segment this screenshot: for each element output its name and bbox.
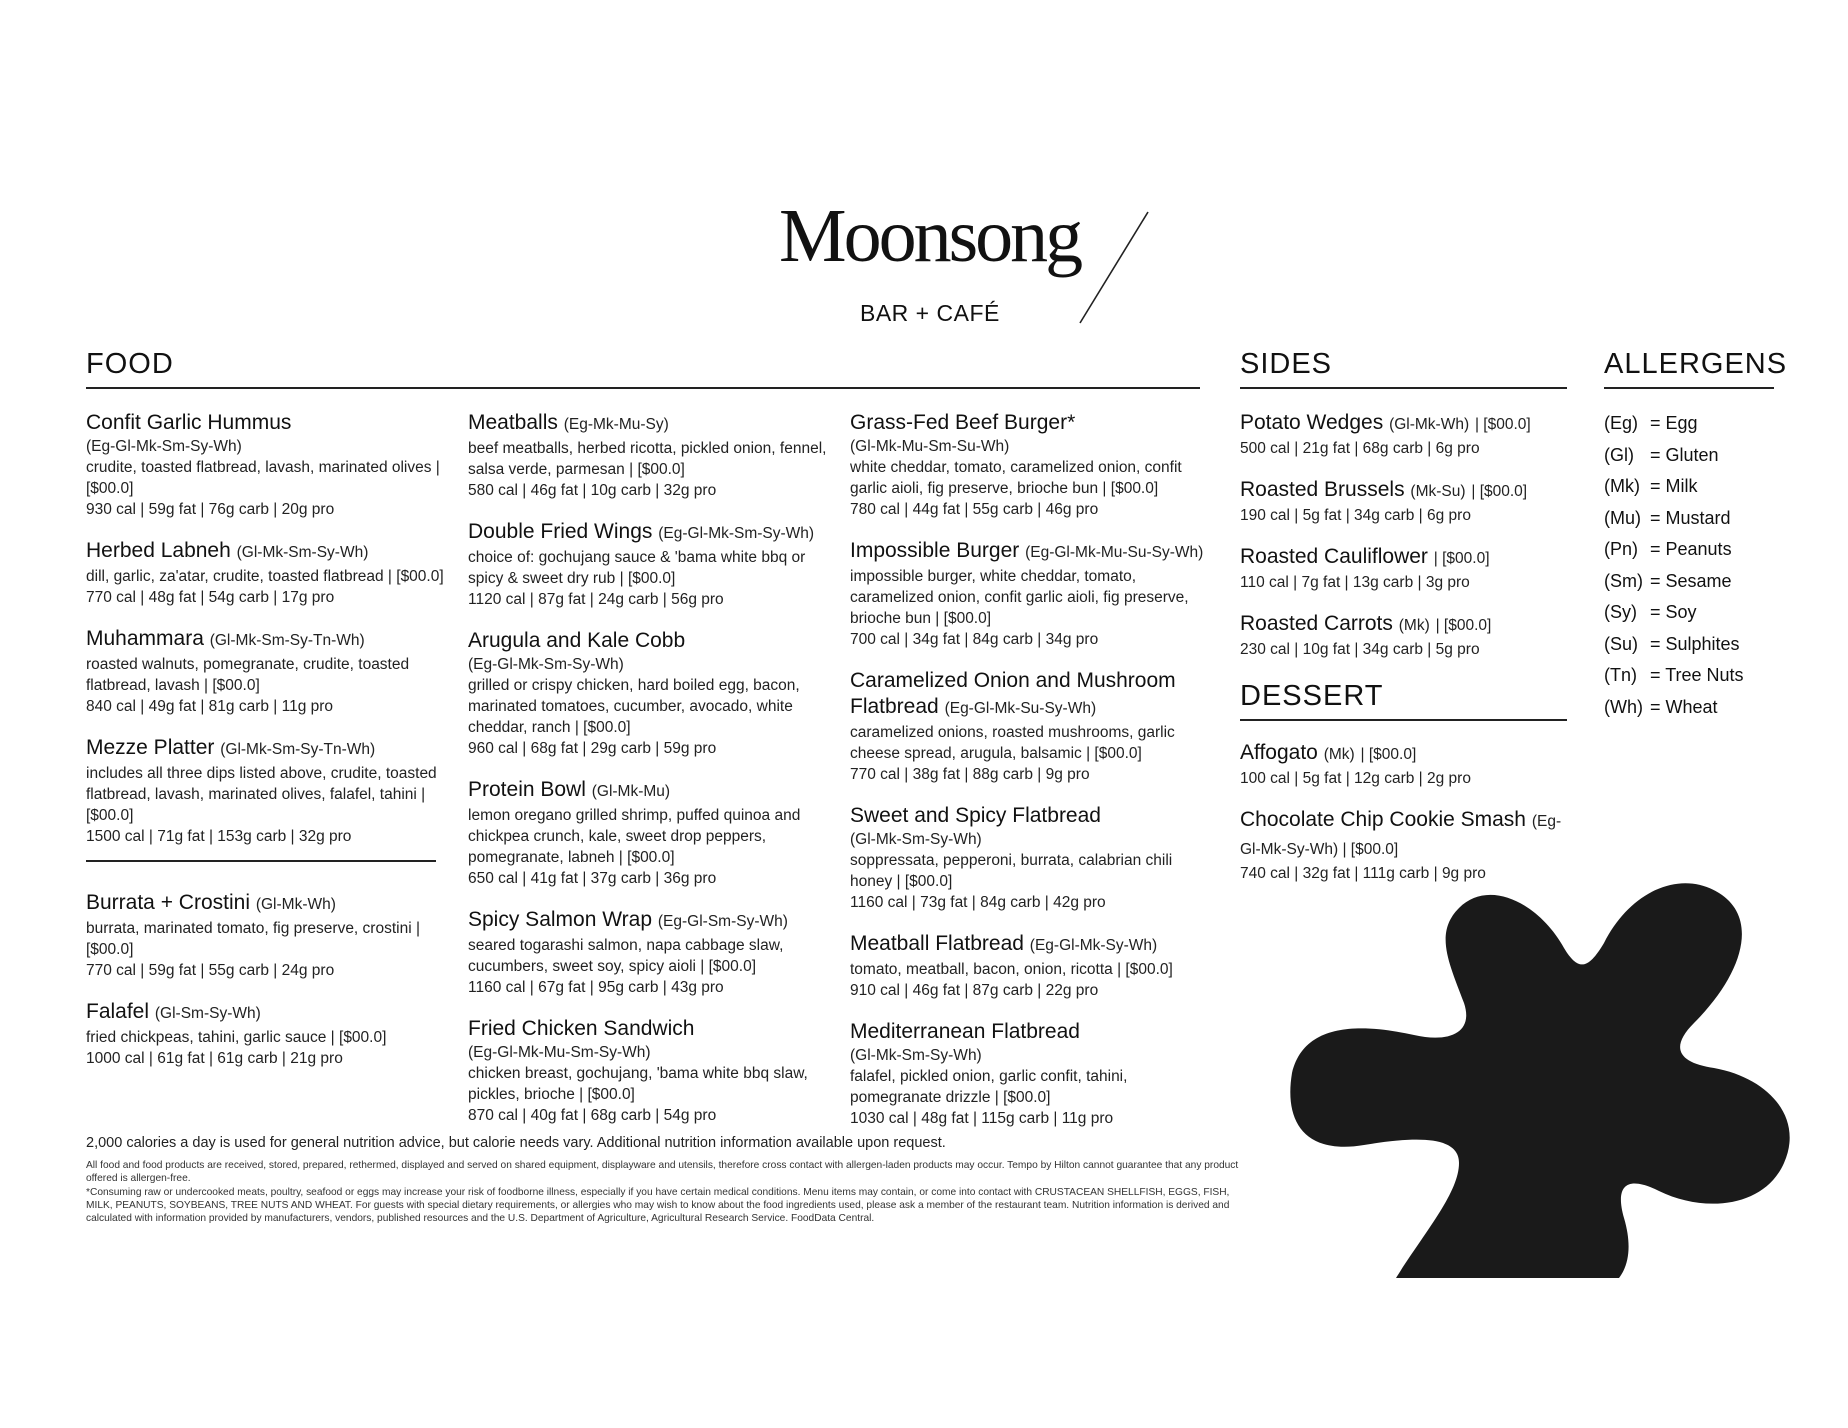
allergen-label: = Egg <box>1650 413 1698 433</box>
item-name <box>468 777 828 805</box>
item-title: Potato Wedges <box>1240 411 1384 434</box>
item-name <box>850 931 1210 959</box>
item-price: (Eg-Gl-Mk-Sy-Wh) | [$00.0] <box>1240 813 1562 858</box>
menu-item <box>850 931 1210 1001</box>
item-description: includes all three dips listed above, crudite, toasted flatbread, lavash, marinated olives, falafel, tahini | [$00.0] <box>86 765 437 824</box>
menu-item <box>1240 410 1580 459</box>
item-description: lemon oregano grilled shrimp, puffed quinoa and chickpea crunch, kale, sweet drop peppers, pomegranate, labneh | [$00.0] <box>468 807 801 866</box>
item-name <box>468 519 828 547</box>
allergen-label: = Tree Nuts <box>1650 665 1744 685</box>
food-column-2 <box>468 410 828 1144</box>
allergen-label: = Sesame <box>1650 570 1732 591</box>
food-safety-disclaimer: *Consuming raw or undercooked meats, poultry, seafood or eggs may increase your risk of foodborne illness, especially if you have certain medical conditions. Menu items may contain, or come into contact with CRUSTACEAN SHELLFISH, EGGS, FISH, MILK, PEANUTS, SOYBEANS, TREE NUTS AND WHEAT. For guests with special dietary requirements, or allergies who may wish to know about the food ingredients used, please ask a member of the restaurant team. Nutrition information is derived and calculated with information provided by manufacturers, vendors, published resources and the U.S. Department of Agriculture, Agricultural Research Service. FoodData Central. <box>86 1186 1230 1225</box>
item-title: Mezze Platter <box>86 736 215 759</box>
item-title: Affogato <box>1240 741 1318 764</box>
allergen-code: (Mu) <box>1604 507 1641 528</box>
item-nutrition: 1000 cal | 61g fat | 61g carb | 21g pro <box>86 1050 343 1067</box>
allergen-row <box>1604 629 1744 661</box>
menu-item <box>86 890 446 981</box>
allergens-rule <box>1604 387 1774 389</box>
menu-item <box>850 538 1210 650</box>
menu-item <box>1240 740 1580 789</box>
item-nutrition: 780 cal | 44g fat | 55g carb | 46g pro <box>850 501 1099 518</box>
allergen-row <box>1604 440 1744 472</box>
allergen-row <box>1604 566 1744 598</box>
item-title: Confit Garlic Hummus <box>86 411 292 434</box>
item-description: dill, garlic, za'atar, crudite, toasted flatbread | [$00.0] <box>86 568 444 585</box>
menu-item <box>86 410 446 520</box>
item-title: Sweet and Spicy Flatbread <box>850 804 1101 827</box>
item-nutrition: 190 cal | 5g fat | 34g carb | 6g pro <box>1240 507 1471 524</box>
item-nutrition: 1160 cal | 67g fat | 95g carb | 43g pro <box>468 979 724 996</box>
item-name <box>850 538 1210 566</box>
item-name <box>86 890 446 918</box>
allergen-label: = Wheat <box>1650 696 1718 717</box>
allergen-disclaimer: All food and food products are received, stored, prepared, rethermed, displayed and served on shared equipment, displayware and utensils, therefore cross contact with allergen-laden products may occur. Tempo by Hilton cannot guarantee that any product offered is allergen-free. <box>86 1160 1239 1185</box>
allergen-code: (Tn) <box>1604 665 1637 685</box>
item-title: Caramelized Onion and Mushroom Flatbread <box>850 669 1176 718</box>
allergen-code: (Sy) <box>1604 602 1637 622</box>
food-column-1 <box>86 410 446 865</box>
item-nutrition: 770 cal | 38g fat | 88g carb | 9g pro <box>850 766 1090 783</box>
item-name <box>86 538 446 566</box>
item-allergens: (Gl-Mk-Wh) <box>1389 416 1470 433</box>
item-price: | [$00.0] <box>1433 550 1490 567</box>
item-name <box>1240 611 1580 639</box>
item-title: Impossible Burger <box>850 539 1020 562</box>
menu-item <box>850 668 1210 785</box>
allergen-label: = Mustard <box>1650 507 1731 528</box>
allergen-code: (Wh) <box>1604 696 1643 717</box>
item-nutrition: 110 cal | 7g fat | 13g carb | 3g pro <box>1240 574 1470 591</box>
calorie-note: 2,000 calories a day is used for general nutrition advice, but calorie needs vary. Additional nutrition information available upon request. <box>86 1135 946 1151</box>
item-description: impossible burger, white cheddar, tomato, caramelized onion, confit garlic aioli, fig preserve, brioche bun | [$00.0] <box>850 568 1189 627</box>
item-name <box>468 410 828 438</box>
item-nutrition: 840 cal | 49g fat | 81g carb | 11g pro <box>86 698 334 715</box>
item-title: Burrata + Crostini <box>86 891 250 914</box>
item-description: seared togarashi salmon, napa cabbage slaw, cucumbers, sweet soy, spicy aioli | [$00.0] <box>468 937 784 975</box>
item-allergens: (Eg-Gl-Mk-Mu-Su-Sy-Wh) <box>1025 544 1204 561</box>
allergen-code: (Eg) <box>1604 413 1639 433</box>
menu-item <box>1240 477 1580 526</box>
item-name <box>850 803 1210 829</box>
item-allergens: (Eg-Gl-Mk-Sm-Sy-Wh) <box>658 525 815 542</box>
item-allergens: (Gl-Mk-Sm-Sy-Tn-Wh) <box>209 632 365 649</box>
allergen-label: = Sulphites <box>1650 633 1740 654</box>
menu-item <box>850 410 1210 520</box>
item-name <box>86 999 446 1027</box>
item-title: Meatball Flatbread <box>850 932 1024 955</box>
allergen-label: = Gluten <box>1650 444 1719 465</box>
item-name <box>850 1019 1210 1045</box>
item-nutrition: 1120 cal | 87g fat | 24g carb | 56g pro <box>468 591 724 608</box>
menu-item <box>468 777 828 889</box>
item-allergens: (Gl-Mk-Wh) <box>255 896 336 913</box>
menu-item <box>850 803 1210 913</box>
item-price: | [$00.0] <box>1471 483 1528 500</box>
menu-item <box>1240 544 1580 593</box>
item-name <box>850 410 1210 436</box>
item-name <box>86 410 446 436</box>
item-nutrition: 1160 cal | 73g fat | 84g carb | 42g pro <box>850 894 1106 911</box>
item-description: fried chickpeas, tahini, garlic sauce | [$00.0] <box>86 1029 387 1046</box>
item-title: Falafel <box>86 1000 150 1023</box>
item-description: caramelized onions, roasted mushrooms, garlic cheese spread, arugula, balsamic | [$00.0] <box>850 724 1175 762</box>
item-name <box>86 735 446 763</box>
item-title: Protein Bowl <box>468 778 586 801</box>
item-description: (Eg-Gl-Mk-Sm-Sy-Wh) crudite, toasted flatbread, lavash, marinated olives | [$00.0] <box>86 438 440 497</box>
item-allergens: (Mk-Su) <box>1410 483 1466 500</box>
item-name <box>1240 410 1580 438</box>
allergen-row <box>1604 408 1744 440</box>
item-name <box>86 626 446 654</box>
item-description: (Gl-Mk-Sm-Sy-Wh) soppressata, pepperoni, burrata, calabrian chili honey | [$00.0] <box>850 831 1173 890</box>
slash-divider-icon <box>1070 210 1150 325</box>
menu-item <box>468 907 828 998</box>
item-allergens: (Eg-Mk-Mu-Sy) <box>563 416 669 433</box>
item-description: choice of: gochujang sauce & 'bama white bbq or spicy & sweet dry rub | [$00.0] <box>468 549 806 587</box>
item-allergens: (Mk) <box>1323 746 1355 763</box>
item-nutrition: 1500 cal | 71g fat | 153g carb | 32g pro <box>86 828 352 845</box>
allergen-row <box>1604 503 1744 535</box>
allergen-label: = Soy <box>1650 602 1697 622</box>
item-title: Roasted Cauliflower <box>1240 545 1428 568</box>
menu-item <box>86 626 446 717</box>
menu-item <box>86 735 446 847</box>
item-name <box>1240 477 1580 505</box>
item-allergens: (Eg-Gl-Mk-Sy-Wh) <box>1029 937 1158 954</box>
item-title: Spicy Salmon Wrap <box>468 908 653 931</box>
item-title: Arugula and Kale Cobb <box>468 629 686 652</box>
asterisk-blob-icon <box>1284 873 1794 1278</box>
item-description: (Eg-Gl-Mk-Sm-Sy-Wh) grilled or crispy chicken, hard boiled egg, bacon, marinated tomatoes, cucumber, avocado, white cheddar, ranch | [$00.0] <box>468 656 800 736</box>
item-nutrition: 740 cal | 32g fat | 111g carb | 9g pro <box>1240 865 1486 882</box>
sides-rule <box>1240 387 1567 389</box>
item-nutrition: 870 cal | 40g fat | 68g carb | 54g pro <box>468 1107 717 1124</box>
item-nutrition: 960 cal | 68g fat | 29g carb | 59g pro <box>468 740 717 757</box>
item-title: Mediterranean Flatbread <box>850 1020 1080 1043</box>
allergen-row <box>1604 660 1744 692</box>
brand-subtitle: BAR + CAFÉ <box>860 300 1000 326</box>
allergen-row <box>1604 692 1744 724</box>
menu-item <box>468 1016 828 1126</box>
item-description: beef meatballs, herbed ricotta, pickled onion, fennel, salsa verde, parmesan | [$00.0] <box>468 440 827 478</box>
item-title: Fried Chicken Sandwich <box>468 1017 695 1040</box>
item-title: Double Fried Wings <box>468 520 653 543</box>
menu-item <box>468 410 828 501</box>
item-nutrition: 770 cal | 59g fat | 55g carb | 24g pro <box>86 962 335 979</box>
item-name <box>1240 740 1580 768</box>
item-name <box>468 907 828 935</box>
item-price: | [$00.0] <box>1435 617 1492 634</box>
allergen-label: = Milk <box>1650 476 1698 496</box>
allergen-code: (Su) <box>1604 633 1639 654</box>
item-title: Chocolate Chip Cookie Smash <box>1240 808 1526 831</box>
allergen-code: (Gl) <box>1604 444 1634 465</box>
item-nutrition: 930 cal | 59g fat | 76g carb | 20g pro <box>86 501 335 518</box>
item-description: (Gl-Mk-Sm-Sy-Wh) falafel, pickled onion, garlic confit, tahini, pomegranate drizzle | [$00.0] <box>850 1047 1128 1106</box>
allergen-row <box>1604 597 1744 629</box>
item-description: tomato, meatball, bacon, onion, ricotta | [$00.0] <box>850 961 1173 978</box>
item-nutrition: 650 cal | 41g fat | 37g carb | 36g pro <box>468 870 717 887</box>
item-allergens: (Gl-Sm-Sy-Wh) <box>154 1005 261 1022</box>
item-name <box>1240 544 1580 572</box>
item-description: burrata, marinated tomato, fig preserve, crostini | [$00.0] <box>86 920 420 958</box>
item-price: | [$00.0] <box>1360 746 1417 763</box>
item-title: Meatballs <box>468 411 558 434</box>
food-column-1b <box>86 890 446 1087</box>
item-allergens: (Gl-Mk-Sm-Sy-Tn-Wh) <box>220 741 376 758</box>
item-title: Herbed Labneh <box>86 539 231 562</box>
item-description: (Gl-Mk-Mu-Sm-Su-Wh) white cheddar, tomato, caramelized onion, confit garlic aioli, fig preserve, brioche bun | [$00.0] <box>850 438 1182 497</box>
item-nutrition: 580 cal | 46g fat | 10g carb | 32g pro <box>468 482 717 499</box>
item-name <box>468 1016 828 1042</box>
item-title: Roasted Carrots <box>1240 612 1393 635</box>
allergen-label: = Peanuts <box>1650 539 1732 559</box>
item-nutrition: 230 cal | 10g fat | 34g carb | 5g pro <box>1240 641 1480 658</box>
item-title: Grass-Fed Beef Burger* <box>850 411 1076 434</box>
item-nutrition: 500 cal | 21g fat | 68g carb | 6g pro <box>1240 440 1480 457</box>
item-name <box>850 668 1210 722</box>
item-description: roasted walnuts, pomegranate, crudite, toasted flatbread, lavash | [$00.0] <box>86 656 410 694</box>
item-title: Muhammara <box>86 627 204 650</box>
dessert-heading: DESSERT <box>1240 680 1384 712</box>
allergens-heading: ALLERGENS <box>1604 348 1788 380</box>
item-allergens: (Gl-Mk-Mu) <box>591 783 671 800</box>
dessert-rule <box>1240 719 1567 721</box>
item-name <box>1240 807 1580 863</box>
item-allergens: (Eg-Gl-Mk-Su-Sy-Wh) <box>944 700 1097 717</box>
allergen-code: (Pn) <box>1604 539 1639 559</box>
allergen-code: (Mk) <box>1604 476 1640 496</box>
item-nutrition: 770 cal | 48g fat | 54g carb | 17g pro <box>86 589 335 606</box>
menu-item <box>86 999 446 1069</box>
menu-item <box>1240 611 1580 660</box>
item-nutrition: 1030 cal | 48g fat | 115g carb | 11g pro <box>850 1110 1114 1127</box>
allergen-legend <box>1604 408 1744 723</box>
item-allergens: (Gl-Mk-Sm-Sy-Wh) <box>236 544 369 561</box>
menu-item <box>850 1019 1210 1129</box>
menu-item <box>468 519 828 610</box>
item-nutrition: 910 cal | 46g fat | 87g carb | 22g pro <box>850 982 1099 999</box>
item-nutrition: 100 cal | 5g fat | 12g carb | 2g pro <box>1240 770 1471 787</box>
item-allergens: (Eg-Gl-Sm-Sy-Wh) <box>657 913 788 930</box>
item-title: Roasted Brussels <box>1240 478 1405 501</box>
menu-item <box>86 538 446 608</box>
allergen-row <box>1604 534 1744 566</box>
allergen-code: (Sm) <box>1604 570 1643 591</box>
disclaimer <box>86 1135 1246 1225</box>
item-allergens: (Mk) <box>1398 617 1430 634</box>
brand-logo: Moonsong <box>779 194 1081 278</box>
sides-list <box>1240 410 1580 678</box>
item-name <box>468 628 828 654</box>
food-heading: FOOD <box>86 348 174 380</box>
sides-heading: SIDES <box>1240 348 1333 380</box>
item-nutrition: 700 cal | 34g fat | 84g carb | 34g pro <box>850 631 1099 648</box>
menu-item <box>468 628 828 759</box>
item-price: | [$00.0] <box>1474 416 1531 433</box>
food-column-3 <box>850 410 1210 1147</box>
item-description: (Eg-Gl-Mk-Mu-Sm-Sy-Wh) chicken breast, gochujang, 'bama white bbq slaw, pickles, brioche | [$00.0] <box>468 1044 808 1103</box>
allergen-row <box>1604 471 1744 503</box>
food-rule <box>86 387 1200 389</box>
